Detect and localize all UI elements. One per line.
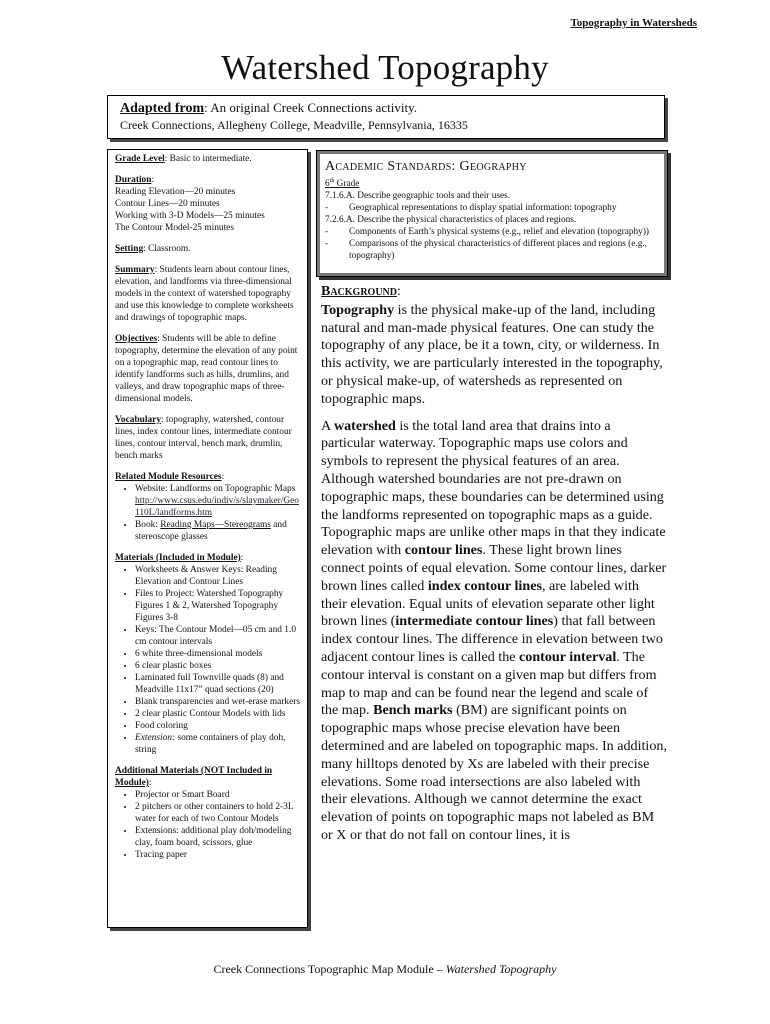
setting: Setting: Classroom. — [115, 244, 191, 254]
standard-item: - Components of Earth’s physical systems (e.g., relief and elevation (topography)) — [325, 227, 650, 238]
grade-level: Grade Level: Basic to intermediate. — [115, 154, 252, 164]
duration-item: Working with 3-D Models—25 minutes — [115, 211, 265, 221]
paragraph: Topography is the physical make-up of the land, including natural and man-made physical features. One can study the topography of any place, be it a town, city, or wilderness. In this activity, we are particularly interested in the topography, or physical make-up, of watersheds as represented on topographic maps. — [321, 301, 663, 407]
materials-additional: Additional Materials (NOT Included in Module): • Projector or Smart Board • 2 pitchers or other containers to hold 2-3L water for each of two Contour Models • Extensions: additional play doh/modeling clay, foam board, scissors, glue • Tracing paper — [115, 765, 301, 861]
adapted-text: : An original Creek Connections activity. — [204, 100, 418, 115]
academic-standards-box — [316, 150, 668, 277]
standard-item: - Geographical representations to display spatial information: topography — [325, 203, 617, 214]
standard-code: 7.1.6.A. Describe geographic tools and their uses. — [325, 191, 511, 202]
list-item: • Keys: The Contour Model—05 cm and 1.0 cm contour intervals — [135, 624, 301, 648]
list-item: • Files to Project: Watershed Topography Figures 1 & 2, Watershed Topography Figures 3-8 — [135, 588, 301, 624]
background-section: Background: Topography is the physical make-up of the land, including natural and man-made physical features. One can study the topography of any place, be it a town, city, or wilderness. In this activity, we are particularly interested in the topography, or physical make-up, of watersheds as represented on topographic maps. A watershed is the total land area that drains into a particular waterway. Topographic maps use colors and symbols to represent the physical features of an area. Although watershed boundaries are not pre-drawn on topographic maps, these boundaries can be determined using the landforms represented on topographic maps as a guide. Topographic maps are unlike other maps in that they indicate elevation with contour lines. These light brown lines connect points of equal elevation. Some contour lines, darker brown lines called index contour lines, are labeled with their elevation. Equal units of elevation separate other light brown lines (intermediate contour lines) that fall between index contour lines. The difference in elevation between two adjacent contour lines is called the contour interval. The contour interval is constant on a given map but differs from map to map and can be found near the legend and scale of the map. Bench marks (BM) are significant points on topographic maps whose precise elevation have been determined and are labeled on topographic maps. In addition, many hilltops denoted by Xs are labeled with their precise elevations. Some road intersections are also labeled with their elevations. Although we cannot determine the exact elevation of points on topographic maps not labeled as BM or X or that do not fall on contour lines, it is — [321, 283, 667, 843]
page-footer: Creek Connections Topographic Map Module – Watershed Topography — [213, 962, 557, 976]
list-item: • 6 clear plastic boxes — [135, 660, 301, 672]
standards-grade: 6th Grade — [325, 178, 360, 190]
landforms-link[interactable]: http://www.csus.edu/indiv/s/slaymaker/Geo110L/landforms.htm — [135, 496, 299, 518]
list-item: • Book: Reading Maps—Stereograms and stereoscope glasses — [135, 519, 301, 543]
list-item: • 2 pitchers or other containers to hold 2-3L water for each of two Contour Models — [135, 801, 301, 825]
lesson-sidebar — [107, 149, 308, 928]
duration-item: The Contour Model-25 minutes — [115, 223, 234, 233]
standard-code: 7.2.6.A. Describe the physical characteristics of places and regions. — [325, 215, 577, 226]
list-item: • Website: Landforms on Topographic Maps http://www.csus.edu/indiv/s/slaymaker/Geo110L/landforms.htm — [135, 483, 301, 519]
list-item: • Projector or Smart Board — [135, 789, 301, 801]
related-resources: Related Module Resources: • Website: Landforms on Topographic Maps http://www.csus.edu/indiv/s/slaymaker/Geo110L/landforms.htm • Book: Reading Maps—Stereograms and stereoscope glasses — [115, 471, 301, 543]
duration-item: Reading Elevation—20 minutes — [115, 187, 236, 197]
standard-item: - Comparisons of the physical characteristics of different places and regions (e.g., topography) — [325, 239, 648, 262]
adapted-label: Adapted from — [120, 101, 205, 116]
paragraph: A watershed is the total land area that drains into a particular waterway. Topographic maps use colors and symbols to represent the physical features of an area. Although watershed boundaries are not pre-drawn on topographic maps, these boundaries can be determined using the landforms represented on topographic maps as a guide. Topographic maps are unlike other maps in that they indicate elevation with contour lines. These light brown lines connect points of equal elevation. Some contour lines, darker brown lines called index contour lines, are labeled with their elevation. Equal units of elevation separate other light brown lines (intermediate contour lines) that fall between index contour lines. The difference in elevation between two adjacent contour lines is called the contour interval. The contour interval is constant on a given map but differs from map to map and can be found near the legend and scale of the map. Bench marks (BM) are significant points on topographic maps whose precise elevation have been determined and are labeled on topographic maps. In addition, many hilltops denoted by Xs are labeled with their precise elevations. Some road intersections are also labeled with their elevations. Although we cannot determine the exact elevation of points on topographic maps not labeled as BM or X or that do not fall on contour lines, it is — [321, 417, 667, 843]
list-item: • Extension: some containers of play doh, string — [135, 732, 301, 756]
list-item: • Laminated full Townville quads (8) and Meadville 11x17” quad sections (20) — [135, 672, 301, 696]
list-item: • 2 clear plastic Contour Models with lids — [135, 708, 301, 720]
materials-included: Materials (Included in Module): • Worksheets & Answer Keys: Reading Elevation and Contour Lines • Files to Project: Watershed Topography Figures 1 & 2, Watershed Topography Figures 3-8 • Keys: The Contour Model—05 cm and 1.0 cm contour intervals • 6 white three-dimensional models • 6 clear plastic boxes • Laminated full Townville quads (8) and Meadville 11x17” quad sections (20) • Blank transparencies and wet-erase markers • 2 clear plastic Contour Models with lids • Food coloring • Extension: some containers of play doh, string — [115, 552, 301, 756]
list-item: • 6 white three-dimensional models — [135, 648, 301, 660]
page-title: Watershed Topography — [221, 48, 549, 87]
adapted-address: Creek Connections, Allegheny College, Meadville, Pennsylvania, 16335 — [120, 118, 468, 132]
list-item: • Tracing paper — [135, 849, 301, 861]
standards-heading: Academic Standards: Geography — [325, 159, 527, 174]
duration: Duration: Reading Elevation—20 minutes Contour Lines—20 minutes Working with 3-D Models—25 minutes The Contour Model-25 minutes — [115, 174, 301, 234]
duration-item: Contour Lines—20 minutes — [115, 199, 220, 209]
background-heading: Background — [321, 284, 398, 299]
objectives: Objectives: Students will be able to define topography, determine the elevation of any point on a topographic map, read contour lines to identify landforms such as hills, drumlins, and valleys, and draw topographic maps of three-dimensional models. — [115, 334, 298, 404]
running-header: Topography in Watersheds — [570, 17, 697, 29]
list-item: • Blank transparencies and wet-erase markers — [135, 696, 301, 708]
list-item: • Extensions: additional play doh/modeling clay, foam board, scissors, glue — [135, 825, 301, 849]
adapted-from-box — [107, 95, 665, 139]
vocabulary: Vocabulary: topography, watershed, contour lines, index contour lines, intermediate contour lines, contour interval, bench mark, drumlin, bench marks — [115, 415, 292, 461]
book-title: Reading Maps—Stereograms — [160, 520, 271, 530]
list-item: • Food coloring — [135, 720, 301, 732]
list-item: • Worksheets & Answer Keys: Reading Elevation and Contour Lines — [135, 564, 301, 588]
summary: Summary: Students learn about contour lines, elevation, and landforms via three-dimensional models in the context of watershed topography and use this knowledge to complete worksheets and drawings of topographic maps. — [115, 265, 294, 323]
